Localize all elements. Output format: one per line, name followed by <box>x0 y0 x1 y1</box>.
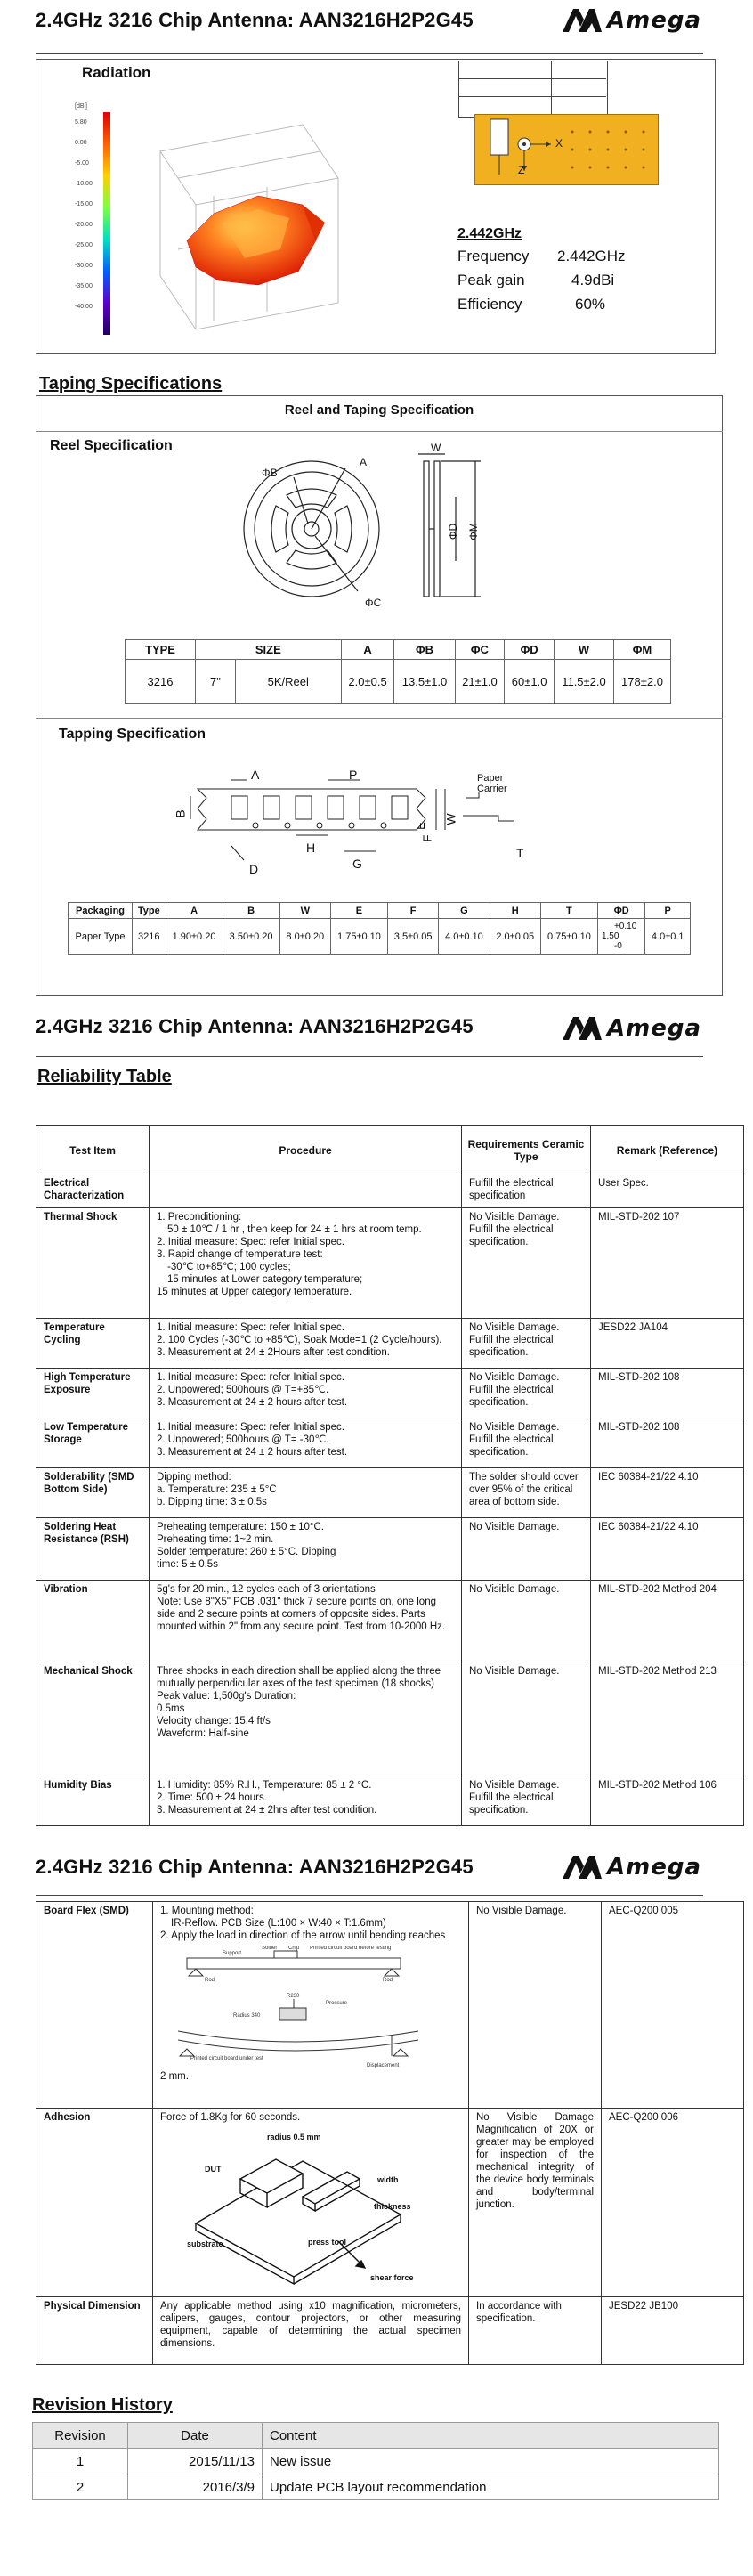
flex-label: Chip <box>288 1946 300 1951</box>
procedure-line: Preheating time: 1~2 min. <box>157 1534 274 1545</box>
flex-label: Printed circuit board under test <box>190 2056 263 2061</box>
procedure-line: 2. Unpowered; 500hours @ T= -30℃. <box>157 1434 329 1445</box>
table-header: E <box>330 903 387 919</box>
procedure <box>153 1902 469 2109</box>
table-cell: 2016/3/9 <box>128 2474 263 2500</box>
procedure <box>150 1662 462 1776</box>
header-rule <box>36 1895 703 1896</box>
test-item: Vibration <box>36 1581 150 1662</box>
logo-text: Amega <box>607 1015 702 1042</box>
reel-title: Reel Specification <box>50 438 173 453</box>
row-label: Frequency <box>457 248 530 264</box>
remark: IEC 60384-21/22 4.10 <box>591 1518 744 1581</box>
radiation-title: Radiation <box>82 64 151 81</box>
procedure-line: 3. Rapid change of temperature test: <box>157 1249 323 1260</box>
tape-label-f: F <box>420 834 434 842</box>
remark: JESD22 JA104 <box>591 1319 744 1369</box>
table-header: Revision <box>33 2423 128 2449</box>
table-cell: 2.0±0.05 <box>490 919 540 955</box>
flex-label: Rod <box>383 1978 393 1983</box>
row-label: Efficiency <box>457 296 522 313</box>
procedure-line: Any applicable method using x10 magnification, micrometers, calipers, gauges, contour projectors, or other measuring equipment, capable of determining the actual specimen dimensions. <box>160 2301 461 2349</box>
table-header: P <box>645 903 691 919</box>
color-scale-ticks <box>75 102 101 317</box>
procedure-line: 15 minutes at Upper category temperature. <box>157 1287 352 1297</box>
adhesion-label: radius 0.5 mm <box>267 2133 321 2141</box>
table-header: TYPE <box>126 640 196 660</box>
procedure-line: 1. Preconditioning: <box>157 1212 242 1223</box>
taping-box-title: Reel and Taping Specification <box>284 402 474 418</box>
procedure-line: 0.5ms <box>157 1703 185 1714</box>
table-header: A <box>166 903 223 919</box>
table-cell: 2 <box>33 2474 128 2500</box>
table-header: Content <box>263 2423 719 2449</box>
test-item: Electrical Characterization <box>36 1174 150 1208</box>
test-item: Solderability (SMD Bottom Side) <box>36 1468 150 1518</box>
flex-label: Support <box>223 1951 242 1956</box>
scale-tick: 5.80 <box>75 119 87 126</box>
test-item: Thermal Shock <box>36 1208 150 1319</box>
color-scale-bar <box>103 112 110 335</box>
row-label: Peak gain <box>457 272 525 288</box>
procedure-line: Preheating temperature: 150 ± 10°C. <box>157 1522 324 1532</box>
procedure-line: Note: Use 8"X5" PCB .031" thick 7 secure points on, one long <box>157 1597 436 1607</box>
amega-mark-icon <box>561 1015 602 1042</box>
page-title: 2.4GHz 3216 Chip Antenna: AAN3216H2P2G45 <box>36 1856 474 1878</box>
reel-label-w: W <box>431 442 441 454</box>
revision-table <box>32 2422 719 2500</box>
table-cell: 21±1.0 <box>455 660 505 704</box>
test-item: Low Temperature Storage <box>36 1418 150 1468</box>
requirement: No Visible Damage. <box>462 1518 591 1581</box>
table-cell: 1.75±0.10 <box>330 919 387 955</box>
taping-title-rule <box>36 431 723 432</box>
flex-label: Pressure <box>326 2001 348 2006</box>
row-value: 60% <box>575 296 606 313</box>
table-header: T <box>540 903 597 919</box>
procedure <box>150 1418 462 1468</box>
reel-label-phim: ΦM <box>466 523 480 540</box>
remark: MIL-STD-202 Method 204 <box>591 1581 744 1662</box>
tol-plus: +0.10 <box>613 922 637 931</box>
axis-label-z: Z <box>518 164 525 176</box>
procedure <box>153 2109 469 2297</box>
procedure-line: side and 2 secure points at corners of opposite sides. Parts <box>157 1609 425 1620</box>
table-cell: 2.0±0.5 <box>341 660 394 704</box>
procedure-line: mounted within 2" from any secure point. Test from 10-2000 Hz. <box>157 1621 446 1632</box>
requirement: In accordance with specification. <box>469 2297 602 2365</box>
table-cell: New issue <box>263 2449 719 2474</box>
reel-spec-table <box>125 639 671 704</box>
table-header: Type <box>133 903 166 919</box>
procedure-line: Waveform: Half-sine <box>157 1728 249 1739</box>
adhesion-diagram <box>169 2125 436 2286</box>
table-header: A <box>341 640 394 660</box>
row-value: 4.9dBi <box>571 272 615 288</box>
table-cell: 7" <box>196 660 236 704</box>
table-cell: 1 <box>33 2449 128 2474</box>
tape-label-paper: Paper <box>477 773 504 784</box>
remark: AEC-Q200 006 <box>602 2109 744 2297</box>
amega-mark-icon <box>561 7 602 34</box>
requirement: The solder should cover over 95% of the critical area of bottom side. <box>462 1468 591 1518</box>
test-item: Soldering Heat Resistance (RSH) <box>36 1518 150 1581</box>
table-cell <box>597 919 644 955</box>
flex-label: Rod <box>205 1978 215 1983</box>
tape-label-d: D <box>249 862 259 876</box>
table-cell: 5K/Reel <box>235 660 341 704</box>
procedure <box>150 1174 462 1208</box>
test-board-divider <box>551 61 552 116</box>
company-logo <box>561 7 701 34</box>
table-cell: 60±1.0 <box>505 660 555 704</box>
procedure-line: -30℃ to+85℃; 100 cycles; <box>167 1262 291 1272</box>
procedure-line: 3. Measurement at 24 ± 2 hours after test. <box>157 1447 348 1458</box>
requirement: No Visible Damage. <box>469 1902 602 2109</box>
procedure-line: 3. Measurement at 24 ± 2 hours after test. <box>157 1397 348 1408</box>
procedure-line: 2. Unpowered; 500hours @ T=+85℃. <box>157 1385 329 1395</box>
amega-mark-icon <box>561 1854 602 1881</box>
reliability-table <box>36 1125 744 1826</box>
header-rule <box>36 53 703 54</box>
remark: AEC-Q200 005 <box>602 1902 744 2109</box>
requirement: No Visible Damage. Fulfill the electrical specification. <box>462 1369 591 1418</box>
flex-label: Solder <box>262 1946 278 1951</box>
procedure-line: Velocity change: 15.4 ft/s <box>157 1716 271 1727</box>
test-board-divider <box>458 78 606 79</box>
adhesion-label: shear force <box>370 2273 414 2282</box>
table-header: Remark (Reference) <box>591 1126 744 1174</box>
scale-tick: -10.00 <box>75 181 93 187</box>
procedure-line: Force of 1.8Kg for 60 seconds. <box>160 2112 301 2123</box>
table-header: ΦD <box>597 903 644 919</box>
tape-label-p: P <box>349 768 358 782</box>
procedure-line: 3. Measurement at 24 ± 2Hours after test condition. <box>157 1347 391 1358</box>
procedure-line: 2. 100 Cycles (-30℃ to +85℃), Soak Mode=1 (2 Cycle/hours). <box>157 1335 442 1345</box>
procedure-line: 5g's for 20 min., 12 cycles each of 3 orientations <box>157 1584 376 1595</box>
tape-label-e: E <box>413 822 427 830</box>
table-header: G <box>439 903 490 919</box>
remark: MIL-STD-202 Method 106 <box>591 1776 744 1826</box>
tape-label-t: T <box>516 846 524 860</box>
tol-nominal: 1.50 <box>601 931 619 941</box>
procedure-line: mutually perpendicular axes of the test specimen (18 shocks) <box>157 1678 434 1689</box>
requirement: No Visible Damage. Fulfill the electrical specification. <box>462 1776 591 1826</box>
procedure-line: 1. Humidity: 85% R.H., Temperature: 85 ± 2 °C. <box>157 1780 372 1791</box>
reliability-title: Reliability Table <box>37 1067 172 1086</box>
requirement: No Visible Damage Magnification of 20X or greater may be employed for inspection of the mechanical integrity of the device body terminals and body/terminal junction. <box>469 2109 602 2297</box>
tape-label-g: G <box>352 857 362 871</box>
table-cell: 3.50±0.20 <box>223 919 279 955</box>
adhesion-label: width <box>377 2175 399 2184</box>
procedure-line: 15 minutes at Lower category temperature; <box>167 1274 363 1285</box>
procedure <box>150 1319 462 1369</box>
procedure-line: 1. Initial measure: Spec: refer Initial spec. <box>157 1422 344 1433</box>
tape-spec-table <box>68 902 691 955</box>
procedure-line: 50 ± 10℃ / 1 hr , then keep for 24 ± 1 hrs at room temp. <box>167 1224 422 1235</box>
table-header: W <box>554 640 613 660</box>
table-header: Packaging <box>69 903 133 919</box>
remark: MIL-STD-202 108 <box>591 1418 744 1468</box>
row-value: 2.442GHz <box>557 248 626 264</box>
axis-label-x: X <box>555 137 563 150</box>
remark: MIL-STD-202 108 <box>591 1369 744 1418</box>
flex-label: Radius 340 <box>233 2013 261 2019</box>
test-item: High Temperature Exposure <box>36 1369 150 1418</box>
procedure <box>150 1468 462 1518</box>
test-item: Physical Dimension <box>36 2297 153 2365</box>
procedure <box>150 1518 462 1581</box>
tol-minus: -0 <box>613 941 622 951</box>
scale-tick: -40.00 <box>75 304 93 310</box>
scale-tick: -5.00 <box>75 160 89 167</box>
adhesion-label: thickness <box>374 2202 411 2211</box>
test-item: Adhesion <box>36 2109 153 2297</box>
adhesion-label: substrate <box>187 2239 223 2248</box>
requirement: No Visible Damage. Fulfill the electrical specification. <box>462 1418 591 1468</box>
logo-text: Amega <box>607 7 702 34</box>
procedure-line: 1. Initial measure: Spec: refer Initial spec. <box>157 1372 344 1383</box>
scale-tick: -25.00 <box>75 242 93 248</box>
requirement: No Visible Damage. Fulfill the electrical specification. <box>462 1319 591 1369</box>
logo-text: Amega <box>607 1854 702 1881</box>
procedure-line: Solder temperature: 260 ± 5°C. Dipping <box>157 1547 336 1557</box>
tape-label-a: A <box>251 768 260 782</box>
board-flex-diagram <box>169 1946 436 2070</box>
tape-label-w: W <box>443 813 458 825</box>
remark: JESD22 JB100 <box>602 2297 744 2365</box>
table-cell: 3.5±0.05 <box>388 919 439 955</box>
axis-diagram <box>474 114 657 183</box>
flex-label: Printed circuit board before testing <box>310 1946 392 1951</box>
table-cell: 4.0±0.10 <box>439 919 490 955</box>
remark: MIL-STD-202 107 <box>591 1208 744 1319</box>
adhesion-label: press tool <box>308 2238 347 2247</box>
table-cell: Update PCB layout recommendation <box>263 2474 719 2500</box>
table-cell: 3216 <box>126 660 196 704</box>
adhesion-label: DUT <box>205 2165 222 2174</box>
table-header: ΦM <box>613 640 670 660</box>
remark: User Spec. <box>591 1174 744 1208</box>
table-header: SIZE <box>196 640 342 660</box>
table-header: H <box>490 903 540 919</box>
test-item: Temperature Cycling <box>36 1319 150 1369</box>
reliability-table-continued <box>36 1901 744 2365</box>
reel-label-phib: ΦB <box>262 467 278 479</box>
tape-label-h: H <box>306 841 316 855</box>
table-header: F <box>388 903 439 919</box>
table-cell: 8.0±0.20 <box>279 919 330 955</box>
procedure-line: 2 mm. <box>160 2071 189 2082</box>
table-cell: 4.0±0.1 <box>645 919 691 955</box>
table-header: W <box>279 903 330 919</box>
requirement: No Visible Damage. <box>462 1581 591 1662</box>
scale-tick: -15.00 <box>75 201 93 207</box>
procedure-line: Three shocks in each direction shall be applied along the three <box>157 1666 441 1677</box>
table-cell: 13.5±1.0 <box>394 660 455 704</box>
procedure-line: 1. Mounting method: <box>160 1906 254 1916</box>
procedure-line: 2. Time: 500 ± 24 hours. <box>157 1792 267 1803</box>
tape-label-carrier: Carrier <box>477 784 507 794</box>
table-cell: 1.90±0.20 <box>166 919 223 955</box>
procedure <box>150 1581 462 1662</box>
procedure-line: Dipping method: <box>157 1472 231 1483</box>
table-header: ΦC <box>455 640 505 660</box>
remark: MIL-STD-202 Method 213 <box>591 1662 744 1776</box>
test-board-outline <box>458 61 608 118</box>
reel-drawing <box>240 442 525 611</box>
scale-tick: -30.00 <box>75 263 93 269</box>
procedure <box>153 2297 469 2365</box>
requirement: No Visible Damage. Fulfill the electrical specification. <box>462 1208 591 1319</box>
test-item: Board Flex (SMD) <box>36 1902 153 2109</box>
table-header: ΦD <box>505 640 555 660</box>
reel-label-phid: ΦD <box>447 523 460 540</box>
table-cell: 178±2.0 <box>613 660 670 704</box>
freq-title: 2.442GHz <box>457 226 522 241</box>
procedure-line: Peak value: 1,500g's Duration: <box>157 1691 296 1702</box>
procedure <box>150 1208 462 1319</box>
page-title: 2.4GHz 3216 Chip Antenna: AAN3216H2P2G45 <box>36 1015 474 1037</box>
test-board-divider <box>458 96 606 97</box>
procedure-line: b. Dipping time: 3 ± 0.5s <box>157 1497 267 1507</box>
table-cell: 3216 <box>133 919 166 955</box>
table-cell: 2015/11/13 <box>128 2449 263 2474</box>
table-header: Test Item <box>36 1126 150 1174</box>
procedure-line: a. Temperature: 235 ± 5°C <box>157 1484 277 1495</box>
table-cell: 0.75±0.10 <box>540 919 597 955</box>
remark: IEC 60384-21/22 4.10 <box>591 1468 744 1518</box>
company-logo <box>561 1015 701 1042</box>
flex-label: Displacement <box>367 2063 400 2068</box>
header-rule <box>36 1056 703 1057</box>
table-header: B <box>223 903 279 919</box>
procedure <box>150 1369 462 1418</box>
requirement: No Visible Damage. <box>462 1662 591 1776</box>
scale-tick: -35.00 <box>75 283 93 289</box>
radiation-values <box>457 248 626 320</box>
reel-label-phic: ΦC <box>365 597 382 609</box>
scale-tick: -20.00 <box>75 222 93 228</box>
test-item: Humidity Bias <box>36 1776 150 1826</box>
procedure <box>150 1776 462 1826</box>
taping-section-title: Taping Specifications <box>39 374 223 394</box>
tapping-title: Tapping Specification <box>59 727 206 742</box>
company-logo <box>561 1854 701 1881</box>
procedure-line: time: 5 ± 0.5s <box>157 1559 218 1570</box>
tapping-divider <box>36 718 723 719</box>
page-title: 2.4GHz 3216 Chip Antenna: AAN3216H2P2G45 <box>36 9 474 31</box>
table-cell: 11.5±2.0 <box>554 660 613 704</box>
radiation-3d-plot <box>125 107 356 338</box>
procedure-line: 3. Measurement at 24 ± 2hrs after test condition. <box>157 1805 377 1816</box>
table-header: ΦB <box>394 640 455 660</box>
procedure-line: 2. Initial measure: Spec: refer Initial spec. <box>157 1237 344 1247</box>
scale-tick: [dBi] <box>75 103 88 110</box>
tape-label-b: B <box>173 809 188 818</box>
reel-label-a: A <box>360 456 368 468</box>
flex-label: R230 <box>287 1994 300 1999</box>
procedure-line: 2. Apply the load in direction of the arrow until bending reaches <box>160 1930 446 1941</box>
table-header: Requirements Ceramic Type <box>462 1126 591 1174</box>
procedure-line: 1. Initial measure: Spec: refer Initial spec. <box>157 1322 344 1333</box>
scale-tick: 0.00 <box>75 140 87 146</box>
procedure-line: IR-Reflow. PCB Size (L:100 × W:40 × T:1.6mm) <box>171 1918 386 1929</box>
test-item: Mechanical Shock <box>36 1662 150 1776</box>
revision-title: Revision History <box>32 2395 173 2415</box>
requirement: Fulfill the electrical specification <box>462 1174 591 1208</box>
table-cell: Paper Type <box>69 919 133 955</box>
table-header: Date <box>128 2423 263 2449</box>
table-header: Procedure <box>150 1126 462 1174</box>
